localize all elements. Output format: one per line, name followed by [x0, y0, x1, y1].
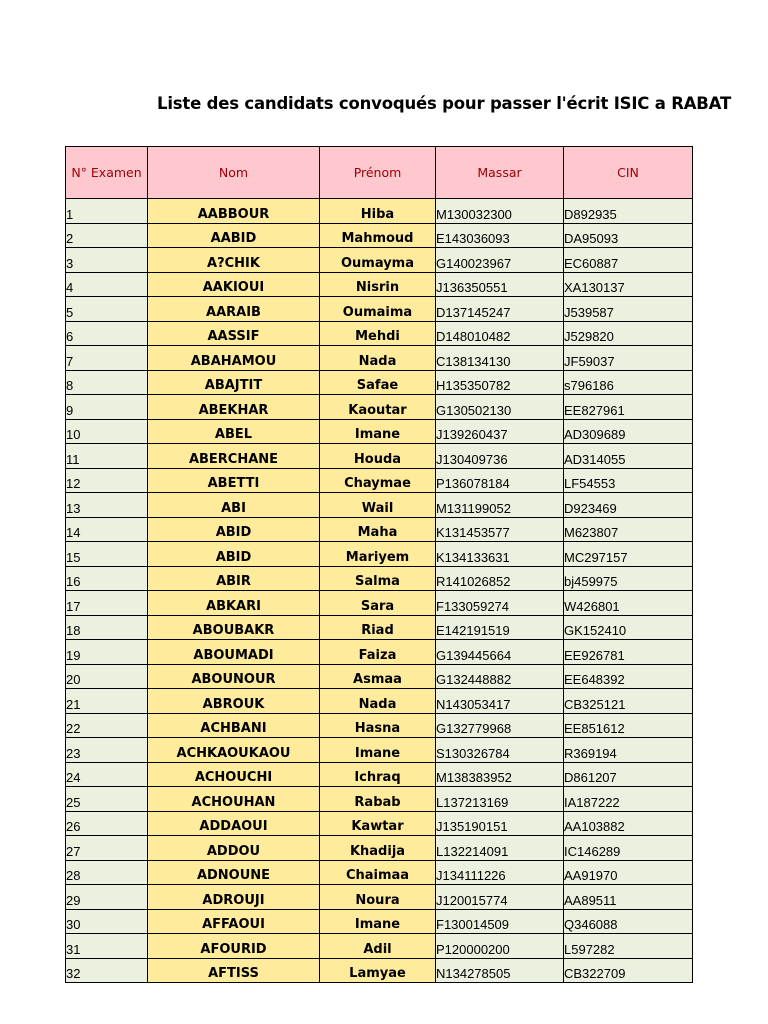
last-name-cell: AARAIB [148, 297, 320, 322]
table-row [66, 199, 693, 224]
cin-cell: EC60887 [564, 248, 693, 273]
first-name-cell: Kaoutar [320, 395, 436, 420]
massar-cell: G130502130 [436, 395, 564, 420]
massar-cell: E143036093 [436, 223, 564, 248]
header-last-name: Nom [148, 147, 320, 199]
first-name-cell: Imane [320, 419, 436, 444]
last-name-cell: ADROUJI [148, 885, 320, 910]
massar-cell: J136350551 [436, 272, 564, 297]
exam-number-cell: 20 [66, 664, 148, 689]
last-name-cell: ACHBANI [148, 713, 320, 738]
last-name-cell: ABKARI [148, 591, 320, 616]
cin-cell: EE926781 [564, 640, 693, 665]
massar-cell: J139260437 [436, 419, 564, 444]
massar-cell: H135350782 [436, 370, 564, 395]
cin-cell: D892935 [564, 199, 693, 224]
table-row [66, 689, 693, 714]
massar-cell: F130014509 [436, 909, 564, 934]
table-row [66, 934, 693, 959]
table-row [66, 640, 693, 665]
last-name-cell: AFTISS [148, 958, 320, 983]
first-name-cell: Riad [320, 615, 436, 640]
last-name-cell: AASSIF [148, 321, 320, 346]
table-row [66, 419, 693, 444]
exam-number-cell: 27 [66, 836, 148, 861]
massar-cell: N134278505 [436, 958, 564, 983]
last-name-cell: ABROUK [148, 689, 320, 714]
last-name-cell: AFOURID [148, 934, 320, 959]
last-name-cell: ADNOUNE [148, 860, 320, 885]
header-first-name: Prénom [320, 147, 436, 199]
cin-cell: J529820 [564, 321, 693, 346]
first-name-cell: Oumaima [320, 297, 436, 322]
last-name-cell: ABOUMADI [148, 640, 320, 665]
exam-number-cell: 24 [66, 762, 148, 787]
cin-cell: CB325121 [564, 689, 693, 714]
cin-cell: D923469 [564, 493, 693, 518]
exam-number-cell: 10 [66, 419, 148, 444]
table-header-row [66, 147, 693, 199]
first-name-cell: Adil [320, 934, 436, 959]
massar-cell: R141026852 [436, 566, 564, 591]
table-row [66, 811, 693, 836]
cin-cell: AA91970 [564, 860, 693, 885]
first-name-cell: Ichraq [320, 762, 436, 787]
first-name-cell: Faiza [320, 640, 436, 665]
exam-number-cell: 23 [66, 738, 148, 763]
first-name-cell: Oumayma [320, 248, 436, 273]
last-name-cell: ABAJTIT [148, 370, 320, 395]
last-name-cell: AAKIOUI [148, 272, 320, 297]
table-row [66, 615, 693, 640]
first-name-cell: Maha [320, 517, 436, 542]
first-name-cell: Nada [320, 689, 436, 714]
last-name-cell: ABOUBAKR [148, 615, 320, 640]
last-name-cell: ABETTI [148, 468, 320, 493]
exam-number-cell: 15 [66, 542, 148, 567]
header-massar: Massar [436, 147, 564, 199]
exam-number-cell: 1 [66, 199, 148, 224]
cin-cell: AD309689 [564, 419, 693, 444]
table-row [66, 346, 693, 371]
massar-cell: M130032300 [436, 199, 564, 224]
exam-number-cell: 3 [66, 248, 148, 273]
exam-number-cell: 31 [66, 934, 148, 959]
exam-number-cell: 18 [66, 615, 148, 640]
massar-cell: C138134130 [436, 346, 564, 371]
massar-cell: D137145247 [436, 297, 564, 322]
first-name-cell: Khadija [320, 836, 436, 861]
exam-number-cell: 29 [66, 885, 148, 910]
table-row [66, 738, 693, 763]
cin-cell: J539587 [564, 297, 693, 322]
first-name-cell: Wail [320, 493, 436, 518]
massar-cell: P120000200 [436, 934, 564, 959]
first-name-cell: Kawtar [320, 811, 436, 836]
table-body [66, 199, 693, 983]
table-row [66, 542, 693, 567]
cin-cell: R369194 [564, 738, 693, 763]
candidates-table [65, 146, 693, 983]
last-name-cell: ABI [148, 493, 320, 518]
exam-number-cell: 22 [66, 713, 148, 738]
first-name-cell: Sara [320, 591, 436, 616]
cin-cell: MC297157 [564, 542, 693, 567]
first-name-cell: Chaymae [320, 468, 436, 493]
exam-number-cell: 13 [66, 493, 148, 518]
first-name-cell: Imane [320, 738, 436, 763]
massar-cell: F133059274 [436, 591, 564, 616]
exam-number-cell: 21 [66, 689, 148, 714]
massar-cell: M131199052 [436, 493, 564, 518]
cin-cell: W426801 [564, 591, 693, 616]
cin-cell: EE827961 [564, 395, 693, 420]
last-name-cell: ABERCHANE [148, 444, 320, 469]
exam-number-cell: 19 [66, 640, 148, 665]
exam-number-cell: 9 [66, 395, 148, 420]
table-row [66, 860, 693, 885]
table-row [66, 370, 693, 395]
last-name-cell: A?CHIK [148, 248, 320, 273]
cin-cell: AA103882 [564, 811, 693, 836]
exam-number-cell: 11 [66, 444, 148, 469]
last-name-cell: ACHOUHAN [148, 787, 320, 812]
first-name-cell: Mehdi [320, 321, 436, 346]
cin-cell: XA130137 [564, 272, 693, 297]
cin-cell: Q346088 [564, 909, 693, 934]
cin-cell: AA89511 [564, 885, 693, 910]
table-row [66, 591, 693, 616]
massar-cell: L132214091 [436, 836, 564, 861]
last-name-cell: ADDOU [148, 836, 320, 861]
massar-cell: M138383952 [436, 762, 564, 787]
header-exam-number: N° Examen [66, 147, 148, 199]
cin-cell: EE648392 [564, 664, 693, 689]
exam-number-cell: 26 [66, 811, 148, 836]
first-name-cell: Nada [320, 346, 436, 371]
last-name-cell: ABEL [148, 419, 320, 444]
first-name-cell: Houda [320, 444, 436, 469]
massar-cell: G140023967 [436, 248, 564, 273]
first-name-cell: Chaimaa [320, 860, 436, 885]
table-row [66, 713, 693, 738]
last-name-cell: ACHOUCHI [148, 762, 320, 787]
last-name-cell: AFFAOUI [148, 909, 320, 934]
massar-cell: J120015774 [436, 885, 564, 910]
table-row [66, 493, 693, 518]
massar-cell: D148010482 [436, 321, 564, 346]
table-row [66, 272, 693, 297]
cin-cell: GK152410 [564, 615, 693, 640]
first-name-cell: Asmaa [320, 664, 436, 689]
last-name-cell: ABAHAMOU [148, 346, 320, 371]
first-name-cell: Lamyae [320, 958, 436, 983]
massar-cell: S130326784 [436, 738, 564, 763]
exam-number-cell: 30 [66, 909, 148, 934]
cin-cell: JF59037 [564, 346, 693, 371]
exam-number-cell: 12 [66, 468, 148, 493]
massar-cell: G132779968 [436, 713, 564, 738]
massar-cell: J134111226 [436, 860, 564, 885]
massar-cell: K131453577 [436, 517, 564, 542]
massar-cell: G139445664 [436, 640, 564, 665]
first-name-cell: Hiba [320, 199, 436, 224]
table-row [66, 762, 693, 787]
exam-number-cell: 16 [66, 566, 148, 591]
cin-cell: LF54553 [564, 468, 693, 493]
last-name-cell: ADDAOUI [148, 811, 320, 836]
cin-cell: DA95093 [564, 223, 693, 248]
last-name-cell: ACHKAOUKAOU [148, 738, 320, 763]
first-name-cell: Hasna [320, 713, 436, 738]
last-name-cell: ABID [148, 517, 320, 542]
table-row [66, 664, 693, 689]
massar-cell: J135190151 [436, 811, 564, 836]
massar-cell: N143053417 [436, 689, 564, 714]
table-row [66, 395, 693, 420]
exam-number-cell: 25 [66, 787, 148, 812]
cin-cell: EE851612 [564, 713, 693, 738]
exam-number-cell: 4 [66, 272, 148, 297]
table-row [66, 958, 693, 983]
exam-number-cell: 14 [66, 517, 148, 542]
header-cin: CIN [564, 147, 693, 199]
cin-cell: s796186 [564, 370, 693, 395]
table-row [66, 909, 693, 934]
massar-cell: K134133631 [436, 542, 564, 567]
first-name-cell: Nisrin [320, 272, 436, 297]
exam-number-cell: 2 [66, 223, 148, 248]
massar-cell: L137213169 [436, 787, 564, 812]
table-row [66, 885, 693, 910]
last-name-cell: AABBOUR [148, 199, 320, 224]
table-row [66, 517, 693, 542]
massar-cell: E142191519 [436, 615, 564, 640]
last-name-cell: ABID [148, 542, 320, 567]
first-name-cell: Noura [320, 885, 436, 910]
cin-cell: IC146289 [564, 836, 693, 861]
table-row [66, 566, 693, 591]
last-name-cell: ABEKHAR [148, 395, 320, 420]
massar-cell: J130409736 [436, 444, 564, 469]
first-name-cell: Imane [320, 909, 436, 934]
table-row [66, 223, 693, 248]
table-row [66, 444, 693, 469]
exam-number-cell: 7 [66, 346, 148, 371]
table-row [66, 836, 693, 861]
cin-cell: L597282 [564, 934, 693, 959]
exam-number-cell: 5 [66, 297, 148, 322]
first-name-cell: Rabab [320, 787, 436, 812]
exam-number-cell: 8 [66, 370, 148, 395]
table-row [66, 787, 693, 812]
first-name-cell: Salma [320, 566, 436, 591]
table-row [66, 321, 693, 346]
first-name-cell: Mahmoud [320, 223, 436, 248]
first-name-cell: Mariyem [320, 542, 436, 567]
table-row [66, 248, 693, 273]
massar-cell: G132448882 [436, 664, 564, 689]
document-title: Liste des candidats convoqués pour passer l'écrit ISIC a RABAT [157, 94, 732, 113]
table-row [66, 468, 693, 493]
first-name-cell: Safae [320, 370, 436, 395]
exam-number-cell: 32 [66, 958, 148, 983]
cin-cell: CB322709 [564, 958, 693, 983]
last-name-cell: ABIR [148, 566, 320, 591]
cin-cell: IA187222 [564, 787, 693, 812]
cin-cell: M623807 [564, 517, 693, 542]
exam-number-cell: 17 [66, 591, 148, 616]
cin-cell: bj459975 [564, 566, 693, 591]
exam-number-cell: 28 [66, 860, 148, 885]
massar-cell: P136078184 [436, 468, 564, 493]
last-name-cell: ABOUNOUR [148, 664, 320, 689]
exam-number-cell: 6 [66, 321, 148, 346]
cin-cell: AD314055 [564, 444, 693, 469]
cin-cell: D861207 [564, 762, 693, 787]
table-row [66, 297, 693, 322]
last-name-cell: AABID [148, 223, 320, 248]
